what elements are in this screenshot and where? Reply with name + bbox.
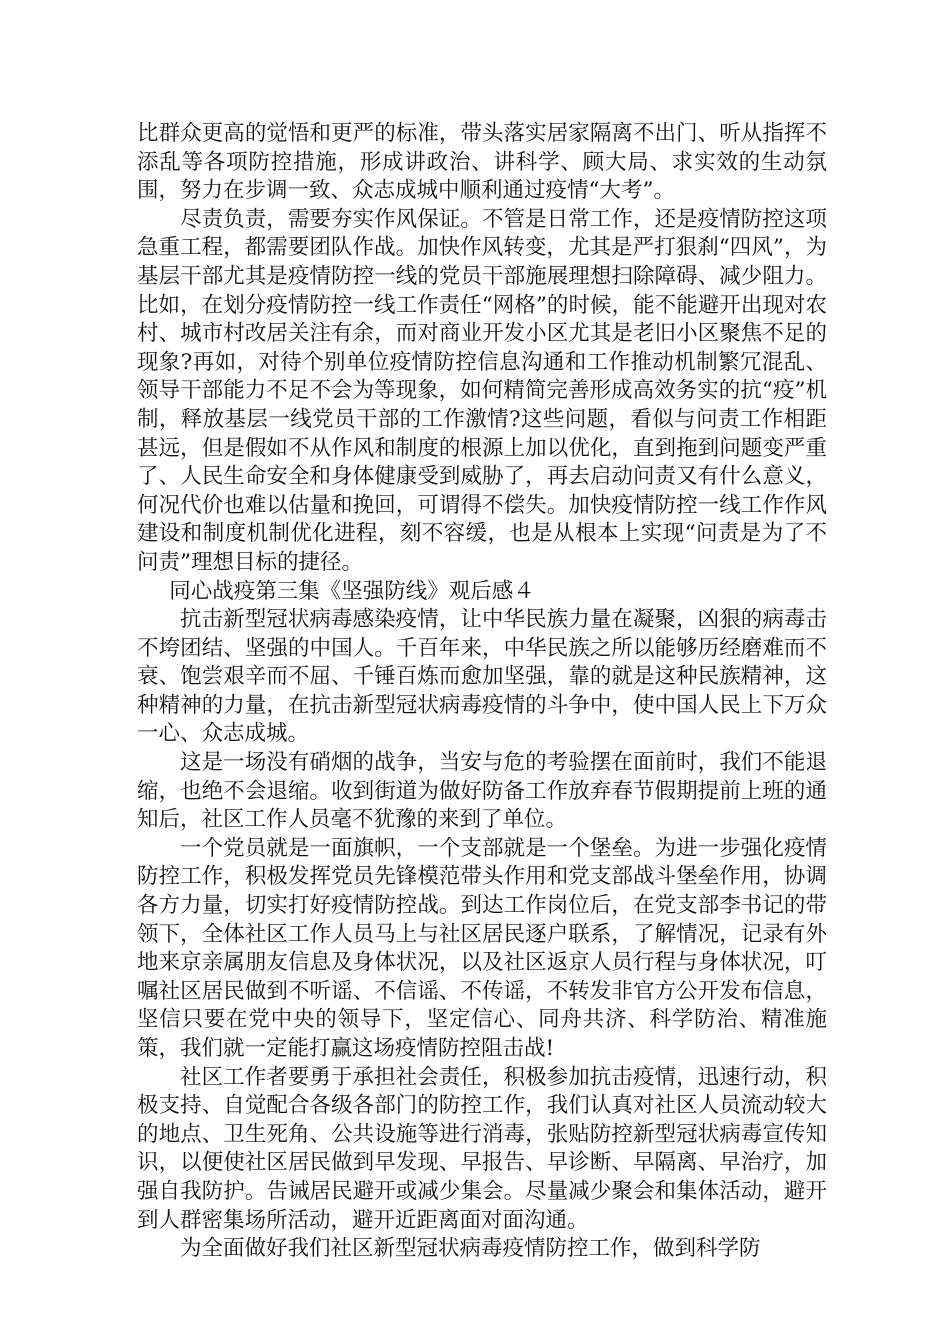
paragraph: 这是一场没有硝烟的战争，当安与危的考验摆在面前时，我们不能退缩，也绝不会退缩。收到街道为做好防备工作放弃春节假期提前上班的通知后，社区工作人员毫不犹豫的来到了单位。 (137, 750, 827, 833)
document-page (137, 120, 827, 1264)
paragraph: 尽责负责，需要夯实作风保证。不管是日常工作，还是疫情防控这项急重工程，都需要团队作战。加快作风转变，尤其是严打狠刹“四风”，为基层干部尤其是疫情防控一线的党员干部施展理想扫除障碍、减少阻力。比如，在划分疫情防控一线工作责任“网格”的时候，能不能避开出现对农村、城市村改居关注有余，而对商业开发小区尤其是老旧小区聚焦不足的现象?再如，对待个别单位疫情防控信息沟通和工作推动机制繁冗混乱、领导干部能力不足不会为等现象，如何精简完善形成高效务实的抗“疫”机制，释放基层一线党员干部的工作激情?这些问题，看似与问责工作相距甚远，但是假如不从作风和制度的根源上加以优化，直到拖到问题变严重了、人民生命安全和身体健康受到威胁了，再去启动问责又有什么意义，何况代价也难以估量和挽回，可谓得不偿失。加快疫情防控一线工作作风建设和制度机制优化进程，刻不容缓，也是从根本上实现“问责是为了不问责”理想目标的捷径。 (137, 206, 827, 575)
paragraph: 社区工作者要勇于承担社会责任，积极参加抗击疫情，迅速行动，积极支持、自觉配合各级各部门的防控工作，我们认真对社区人员流动较大的地点、卫生死角、公共设施等进行消毒，张贴防控新型冠状病毒宣传知识，以便使社区居民做到早发现、早报告、早诊断、早隔离、早治疗，加强自我防护。告诫居民避开或减少集会。尽量减少聚会和集体活动，避开到人群密集场所活动，避开近距离面对面沟通。 (137, 1064, 827, 1233)
paragraph: 一个党员就是一面旗帜，一个支部就是一个堡垒。为进一步强化疫情防控工作，积极发挥党员先锋模范带头作用和党支部战斗堡垒作用，协调各方力量，切实打好疫情防控战。到达工作岗位后，在党支部李书记的带领下，全体社区工作人员马上与社区居民逐户联系，了解情况，记录有外地来京亲属朋友信息及身体状况，以及社区返京人员行程与身体状况，叮嘱社区居民做到不听谣、不信谣、不传谣，不转发非官方公开发布信息，坚信只要在党中央的领导下，坚定信心、同舟共济、科学防治、精准施策，我们就一定能打赢这场疫情防控阻击战! (137, 835, 827, 1061)
paragraph: 比群众更高的觉悟和更严的标准，带头落实居家隔离不出门、听从指挥不添乱等各项防控措施，形成讲政治、讲科学、顾大局、求实效的生动氛围，努力在步调一致、众志成城中顺利通过疫情“大考”。 (137, 121, 827, 204)
paragraph: 抗击新型冠状病毒感染疫情，让中华民族力量在凝聚，凶狠的病毒击不垮团结、坚强的中国人。千百年来，中华民族之所以能够历经磨难而不衰、饱尝艰辛而不屈、千锤百炼而愈加坚强，靠的就是这种民族精神，这种精神的力量，在抗击新型冠状病毒疫情的斗争中，使中国人民上下万众一心、众志成城。 (137, 607, 827, 747)
section-heading: 同心战疫第三集《坚强防线》观后感４ (169, 578, 535, 604)
paragraph: 为全面做好我们社区新型冠状病毒疫情防控工作，做到科学防 (180, 1236, 761, 1262)
